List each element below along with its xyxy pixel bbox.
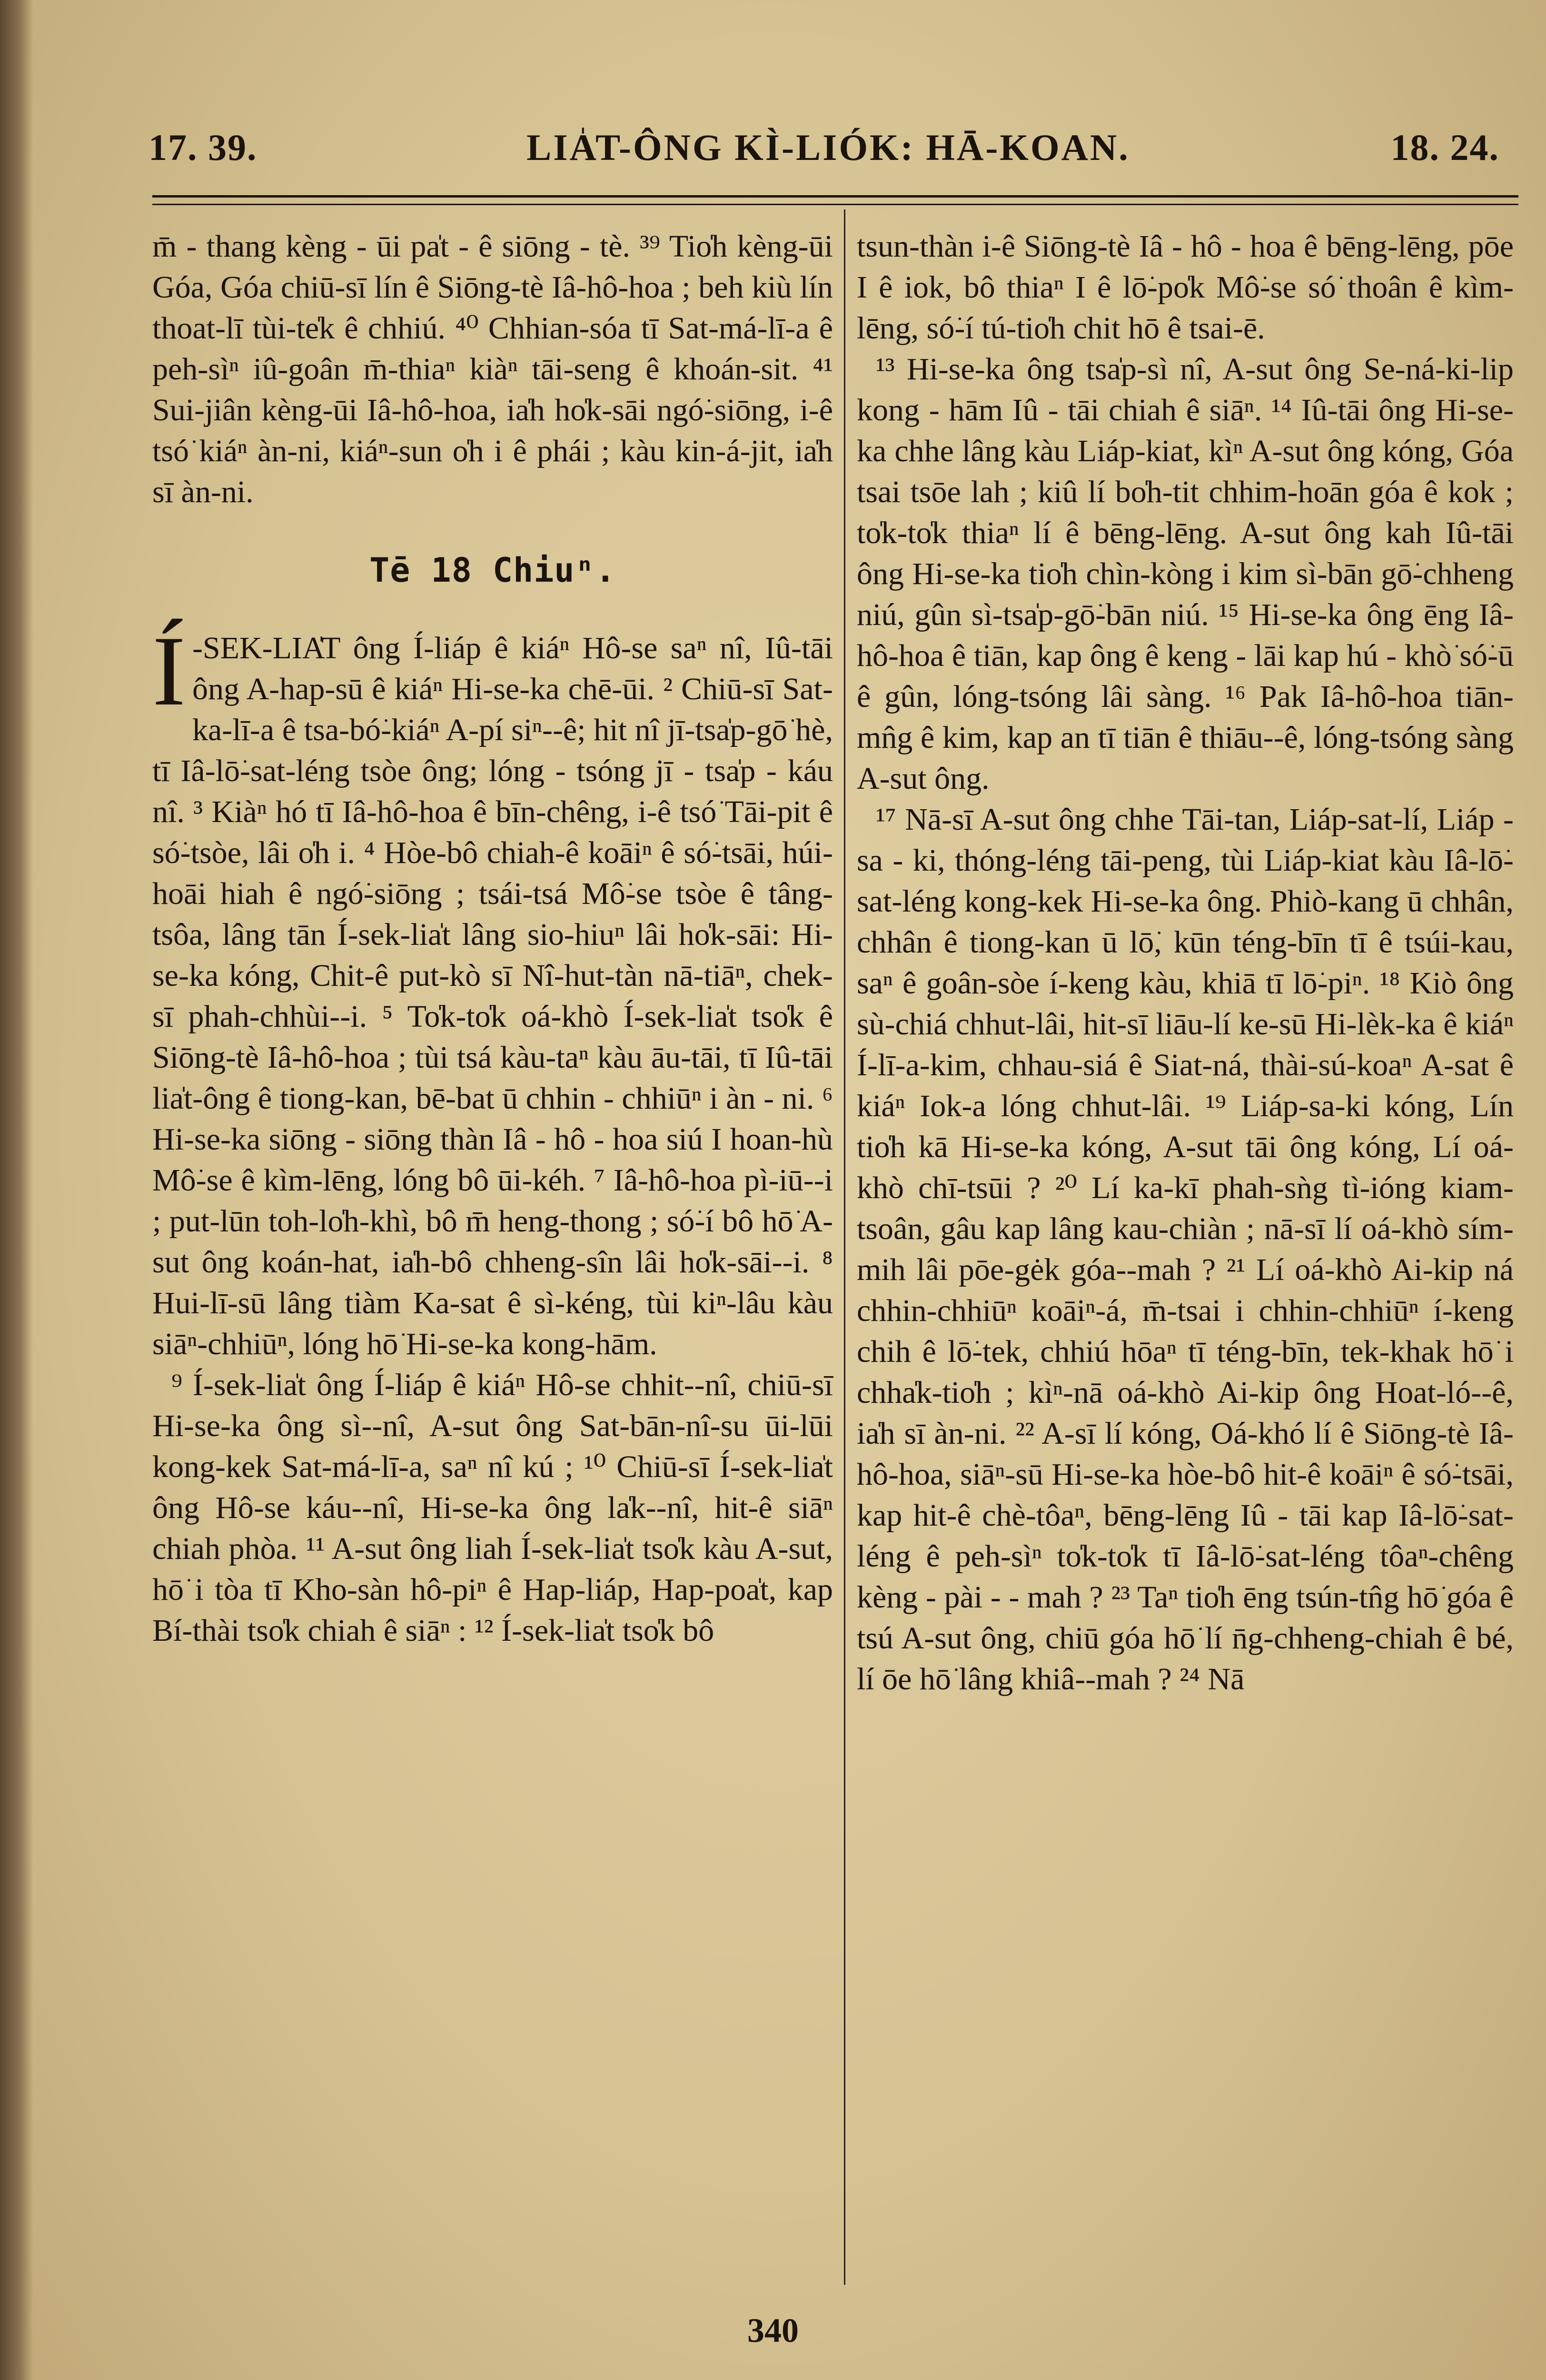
left-paragraph-2 [152,616,833,1365]
right-paragraph-3: ¹⁷ Nā-sī A-sut ông chhe Tāi-tan, Liáp-sat-lí, Liáp - sa - ki, thóng-léng tāi-peng, tùi Liáp-kiat kàu Iâ-lō͘-sat-léng kong-kek Hi-se-ka ông. Phiò-kang ū chhân, chhân ê tiong-kan ū lō͘, kūn téng-bīn tī ê tsúi-kau, saⁿ ê goân-sòe í-keng kàu, khiā tī lō͘-piⁿ. ¹⁸ Kiò ông sù-chiá chhut-lâi, hit-sī liāu-lí ke-sū Hi-lèk-ka ê kiáⁿ Í-lī-a-kim, chhau-siá ê Siat-ná, thài-sú-koaⁿ A-sat ê kiáⁿ Iok-a lóng chhut-lâi. ¹⁹ Liáp-sa-ki kóng, Lín tio̍h kā Hi-se-ka kóng, A-sut tāi ông kóng, Lí oá-khò chī-tsūi ? ²⁰ Lí ka-kī phah-sǹg tì-ióng kiam-tsoân, gâu kap lâng kau-chiàn ; nā-sī lí oá-khò sím-mih lâi pōe-gėk góa--mah ? ²¹ Lí oá-khò Ai-kip ná chhin-chhiūⁿ koāiⁿ-á, m̄-tsai i chhin-chhiūⁿ í-keng chih ê lō͘-tek, chhiú hōaⁿ tī téng-bīn, tek-khak hō͘ i chha̍k-tio̍h ; kìⁿ-nā oá-khò Ai-kip ông Hoat-ló--ê, ia̍h sī àn-ni. ²² A-sī lí kóng, Oá-khó lí ê Siōng-tè Iâ-hô-hoa, siāⁿ-sū Hi-se-ka hòe-bô hit-ê koāiⁿ ê só͘-tsāi, kap hit-ê chè-tôaⁿ, bēng-lēng Iû - tāi kap Iâ-lō͘-sat-léng ê peh-sìⁿ to̍k-to̍k tī Iâ-lō͘-sat-léng tôaⁿ-chêng kèng - pài - - mah ? ²³ Taⁿ tio̍h ēng tsún-tn̂g hō͘ góa ê tsú A-sut ông, chiū góa hō͘ lí n̄g-chheng-chiah ê bé, lí ōe hō͘ lâng khiâ--mah ? ²⁴ Nā [857,802,1514,1696]
right-column [857,226,1514,1700]
header-rule-thin [152,204,1518,205]
left-paragraph-2-text: -SEK-LIA̍T ông Í-liáp ê kiáⁿ Hô-se saⁿ nî, Iû-tāi ông A-hap-sū ê kiáⁿ Hi-se-ka chē-ūi. ² Chiū-sī Sat-ka-lī-a ê tsa-bó͘-kiáⁿ A-pí siⁿ--ê; hit nî jī-tsa̍p-gō͘ hè, tī Iâ-lō͘-sat-léng tsòe ông; lóng - tsóng jī - tsa̍p - káu nî. ³ Kiàⁿ hó tī Iâ-hô-hoa ê bīn-chêng, i-ê tsó͘ Tāi-pit ê só͘-tsòe, lâi o̍h i. ⁴ Hòe-bô chiah-ê koāiⁿ ê só͘-tsāi, húi-hoāi hiah ê ngó͘-siōng ; tsái-tsá Mô͘-se tsòe ê tâng-tsôa, lâng tān Í-sek-lia̍t lâng sio-hiuⁿ lâi ho̍k-sāi: Hi-se-ka kóng, Chit-ê put-kò sī Nî-hut-tàn nā-tiāⁿ, chek-sī phah-chhùi--i. ⁵ To̍k-to̍k oá-khò Í-sek-lia̍t tso̍k ê Siōng-tè Iâ-hô-hoa ; tùi tsá kàu-taⁿ kàu āu-tāi, tī Iû-tāi lia̍t-ông ê tiong-kan, bē-bat ū chhin - chhiūⁿ i àn - ni. ⁶ Hi-se-ka siōng - siōng thàn Iâ - hô - hoa siú I hoan-hù Mô͘-se ê kìm-lēng, lóng bô ūi-kéh. ⁷ Iâ-hô-hoa pì-iū--i ; put-lūn toh-lo̍h-khì, bô m̄ heng-thong ; só͘-í bô hō͘ A-sut ông koán-hat, ia̍h-bô chheng-sîn lâi ho̍k-sāi--i. ⁸ Hui-lī-sū lâng tiàm Ka-sat ê sì-kéng, tùi kiⁿ-lâu kàu siāⁿ-chhiūⁿ, lóng hō͘ Hi-se-ka kong-hām. [152,631,833,1361]
right-paragraph-1: tsun-thàn i-ê Siōng-tè Iâ - hô - hoa ê bēng-lēng, pōe I ê iok, bô thiaⁿ I ê lō͘-po̍k Mô͘-se só͘ thoân ê kìm-lēng, só͘-í tú-tio̍h chit hō ê tsai-ē. [857,229,1514,346]
header-verse-start: 17. 39. [149,127,258,168]
header-verse-end: 18. 24. [1390,127,1499,168]
header-book-title: LIA̍T-ÔNG KÌ-LIÓK: HĀ-KOAN. [526,127,1130,168]
book-spine-shadow [0,0,33,2380]
chapter-heading: Tē 18 Chiuⁿ. [369,551,616,590]
page-number: 340 [747,2311,799,2350]
left-paragraph-3: ⁹ Í-sek-lia̍t ông Í-liáp ê kiáⁿ Hô-se chhit--nî, chiū-sī Hi-se-ka ông sì--nî, A-sut ông Sat-bān-nî-su ūi-lūi kong-kek Sat-má-lī-a, saⁿ nî kú ; ¹⁰ Chiū-sī Í-sek-lia̍t ông Hô-se káu--nî, Hi-se-ka ông la̍k--nî, hit-ê siāⁿ chiah phòa. ¹¹ A-sut ông liah Í-sek-lia̍t tso̍k kàu A-sut, hō͘ i tòa tī Kho-sàn hô-piⁿ ê Hap-liáp, Hap-poa̍t, kap Bí-thài tso̍k chiah ê siāⁿ : ¹² Í-sek-lia̍t tso̍k bô [152,1368,833,1648]
running-header [143,126,1514,178]
left-column [152,226,833,1651]
header-rule-thick [152,195,1518,198]
left-paragraph-1: m̄ - thang kèng - ūi pa̍t - ê siōng - tè. ³⁹ Tio̍h kèng-ūi Góa, Góa chiū-sī lín ê Siōng-tè Iâ-hô-hoa ; beh kiù lín thoat-lī tùi-te̍k ê chhiú. ⁴⁰ Chhian-sóa tī Sat-má-lī-a ê peh-sìⁿ iû-goân m̄-thiaⁿ kiàⁿ tāi-seng ê khoán-sit. ⁴¹ Sui-jiân kèng-ūi Iâ-hô-hoa, ia̍h ho̍k-sāi ngó͘-siōng, i-ê tsó͘ kiáⁿ àn-ni, kiáⁿ-sun o̍h i ê phái ; kàu kin-á-jit, ia̍h sī àn-ni. [152,229,833,509]
column-divider [844,209,845,2285]
drop-capital: Í [152,616,186,726]
right-paragraph-2: ¹³ Hi-se-ka ông tsa̍p-sì nî, A-sut ông Se-ná-ki-lip kong - hām Iû - tāi chiah ê siāⁿ. ¹⁴ Iû-tāi ông Hi-se-ka chhe lâng kàu Liáp-kiat, kìⁿ A-sut ông kóng, Góa tsai tsōe lah ; kiû lí bo̍h-tit chhim-hoān góa ê kok ; to̍k-to̍k thiaⁿ lí ê bēng-lēng. A-sut ông kah Iû-tāi ông Hi-se-ka tio̍h chìn-kòng i kim sì-bān gō͘-chheng niú, gûn sì-tsa̍p-gō͘-bān niú. ¹⁵ Hi-se-ka ông ēng Iâ-hô-hoa ê tiān, kap ông ê keng - lāi kap hú - khò͘ só͘-ū ê gûn, lóng-tsóng lâi sàng. ¹⁶ Pak Iâ-hô-hoa tiān-mn̂g ê kim, kap an tī tiān ê thiāu--ê, lóng-tsóng sàng A-sut ông. [857,352,1514,796]
